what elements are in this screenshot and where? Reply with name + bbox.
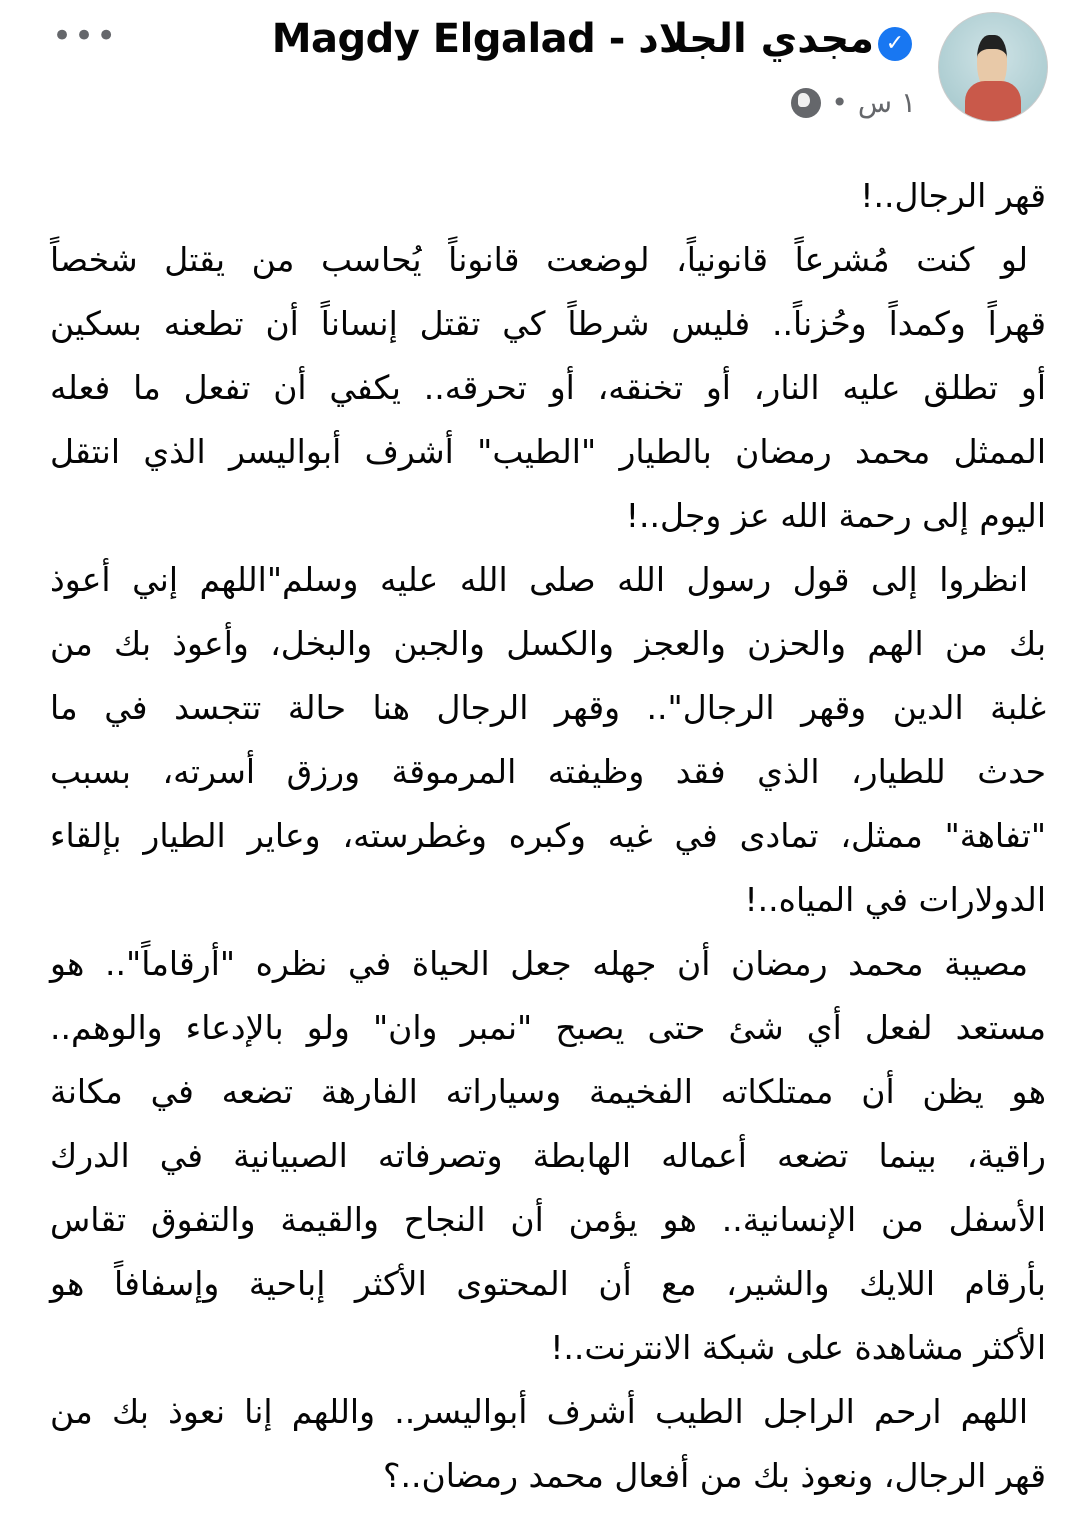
globe-icon xyxy=(791,88,821,118)
post-line: انظروا إلى قول رسول الله صلى الله عليه وسلم"اللهم إني أعوذ xyxy=(50,560,1028,599)
post-line: حدث للطيار، الذي فقد وظيفته المرموقة ورزق أسرته، بسبب xyxy=(50,752,1046,791)
post-line: قهر الرجال، ونعوذ بك من أفعال محمد رمضان..؟ xyxy=(383,1456,1046,1495)
more-options-button[interactable]: ••• xyxy=(52,16,119,56)
post-line: الأسفل من الإنسانية.. هو يؤمن أن النجاح والقيمة والتفوق تقاس xyxy=(50,1200,1046,1239)
author-name[interactable]: Magdy Elgalad - مجدي الجلاد xyxy=(271,16,874,62)
post-line: راقية، بينما تضعه أعماله الهابطة وتصرفاته الصبيانية في الدرك xyxy=(50,1136,1046,1175)
post-line: هو يظن أن ممتلكاته الفخيمة وسياراته الفارهة تضعه في مكانة xyxy=(50,1072,1046,1111)
post-meta xyxy=(791,86,916,119)
verified-badge-icon: ✓ xyxy=(878,27,912,61)
meta-separator: • xyxy=(831,86,848,119)
post-body xyxy=(50,164,1046,1508)
post-line: لو كنت مُشرعاً قانونياً، لوضعت قانوناً يُحاسب من يقتل شخصاً xyxy=(50,240,1028,279)
post-line: اليوم إلى رحمة الله عز وجل..! xyxy=(625,496,1046,535)
post-line: غلبة الدين وقهر الرجال".. وقهر الرجال هنا حالة تتجسد في ما xyxy=(50,688,1046,727)
post-line: مصيبة محمد رمضان أن جهله جعل الحياة في نظره "أرقاماً".. هو xyxy=(50,944,1028,983)
post-line: الأكثر مشاهدة على شبكة الانترنت..! xyxy=(550,1328,1046,1367)
post-line: بأرقام اللايك والشير، مع أن المحتوى الأكثر إباحية وإسفافاً هو xyxy=(50,1264,1046,1303)
post-line: قهراً وكمداً وحُزناً.. فليس شرطاً كي تقتل إنساناً أن تطعنه بسكين xyxy=(50,304,1046,343)
post-line: اللهم ارحم الراجل الطيب أشرف أبواليسر.. واللهم إنا نعوذ بك من xyxy=(50,1392,1028,1431)
post-time[interactable]: ١ س xyxy=(857,86,916,119)
post-line: الدولارات في المياه..! xyxy=(744,880,1046,919)
post-line: "تفاهة" ممثل، تمادى في غيه وكبره وغطرسته، وعاير الطيار بإلقاء xyxy=(50,816,1046,855)
post-line: مستعد لفعل أي شئ حتى يصبح "نمبر وان" ولو بالإدعاء والوهم.. xyxy=(50,1008,1046,1047)
post-line: الممثل محمد رمضان بالطيار "الطيب" أشرف أبواليسر الذي انتقل xyxy=(50,432,1046,471)
avatar[interactable] xyxy=(938,12,1048,122)
avatar-body xyxy=(965,81,1021,121)
post-line: قهر الرجال..! xyxy=(860,176,1046,215)
post-line: بك من الهم والحزن والعجز والكسل والجبن والبخل، وأعوذ بك من xyxy=(50,624,1046,663)
post-line: أو تطلق عليه النار، أو تخنقه، أو تحرقه.. يكفي أن تفعل ما فعله xyxy=(50,368,1046,407)
